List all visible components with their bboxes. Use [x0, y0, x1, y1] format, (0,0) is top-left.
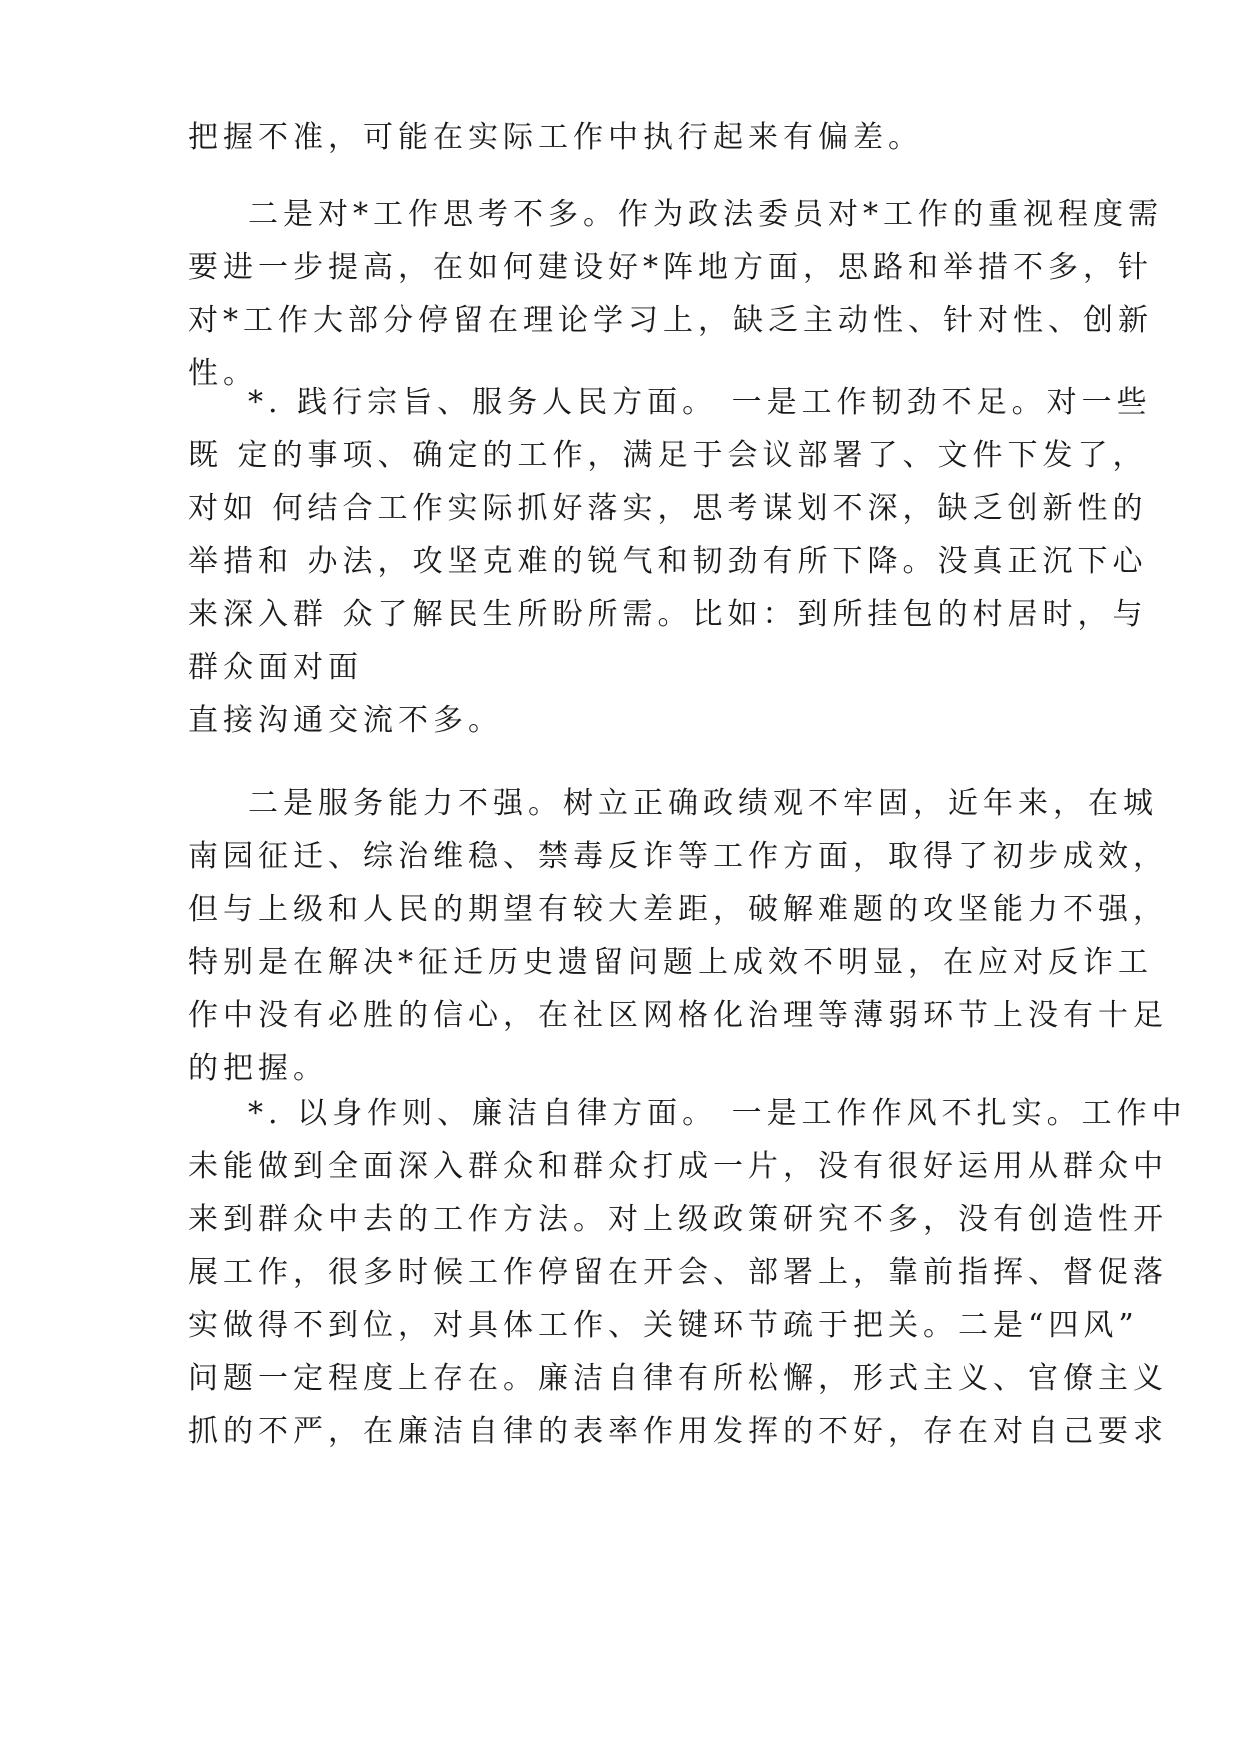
text-line: 举措和 办法，攻坚克难的锐气和韧劲有所下降。没真正沉下心 [188, 544, 1148, 579]
paragraph-self-discipline [188, 1087, 1187, 1458]
text-line: 展工作，很多时候工作停留在开会、部署上，靠前指挥、督促落 [188, 1255, 1168, 1290]
paragraph-serve-people [188, 376, 1152, 747]
text-line: *. 以身作则、廉洁自律方面。 一是工作作风不扎实。工作中 [248, 1096, 1187, 1131]
text-line: 的把握。 [188, 1051, 328, 1086]
text-line: 未能做到全面深入群众和群众打成一片，没有很好运用从群众中 [188, 1149, 1168, 1184]
text-line: 来深入群 众了解民生所盼所需。比如：到所挂包的村居时，与 [188, 597, 1148, 632]
text-line: 直接沟通交流不多。 [188, 703, 503, 738]
text-line: 要进一步提高，在如何建设好*阵地方面，思路和举措不多，针 [188, 250, 1153, 285]
text-line: 问题一定程度上存在。廉洁自律有所松懈，形式主义、官僚主义 [188, 1361, 1168, 1396]
text-line: 特别是在解决*征迁历史遗留问题上成效不明显，在应对反诈工 [188, 945, 1153, 980]
text-line: 来到群众中去的工作方法。对上级政策研究不多，没有创造性开 [188, 1202, 1168, 1237]
text-line: 实做得不到位，对具体工作、关键环节疏于把关。二是“四风” [188, 1308, 1139, 1343]
text-line: 性。 [188, 356, 258, 391]
text-line: 抓的不严，在廉洁自律的表率作用发挥的不好，存在对自己要求 [188, 1414, 1168, 1449]
text-line: 对如 何结合工作实际抓好落实，思考谋划不深，缺乏创新性的 [188, 491, 1148, 526]
paragraph-continuation [188, 111, 1048, 164]
text-line: *. 践行宗旨、服务人民方面。 一是工作韧劲不足。对一些 [248, 385, 1152, 420]
text-line: 作中没有必胜的信心，在社区网格化治理等薄弱环节上没有十足 [188, 998, 1168, 1033]
text-line: 但与上级和人民的期望有较大差距，破解难题的攻坚能力不强， [188, 892, 1168, 927]
text-line: 南园征迁、综治维稳、禁毒反诈等工作方面，取得了初步成效， [188, 839, 1168, 874]
text-line: 对*工作大部分停留在理论学习上，缺乏主动性、针对性、创新 [188, 303, 1153, 338]
paragraph-work-thinking [188, 188, 1163, 400]
text-line: 二是服务能力不强。树立正确政绩观不牢固，近年来，在城 [248, 786, 1158, 821]
text-line: 二是对*工作思考不多。作为政法委员对*工作的重视程度需 [248, 197, 1163, 232]
text-line: 既 定的事项、确定的工作，满足于会议部署了、文件下发了， [188, 438, 1148, 473]
paragraph-service-ability [188, 777, 1168, 1095]
text-line: 群众面对面 [188, 650, 363, 685]
text-line: 把握不准，可能在实际工作中执行起来有偏差。 [188, 120, 923, 155]
